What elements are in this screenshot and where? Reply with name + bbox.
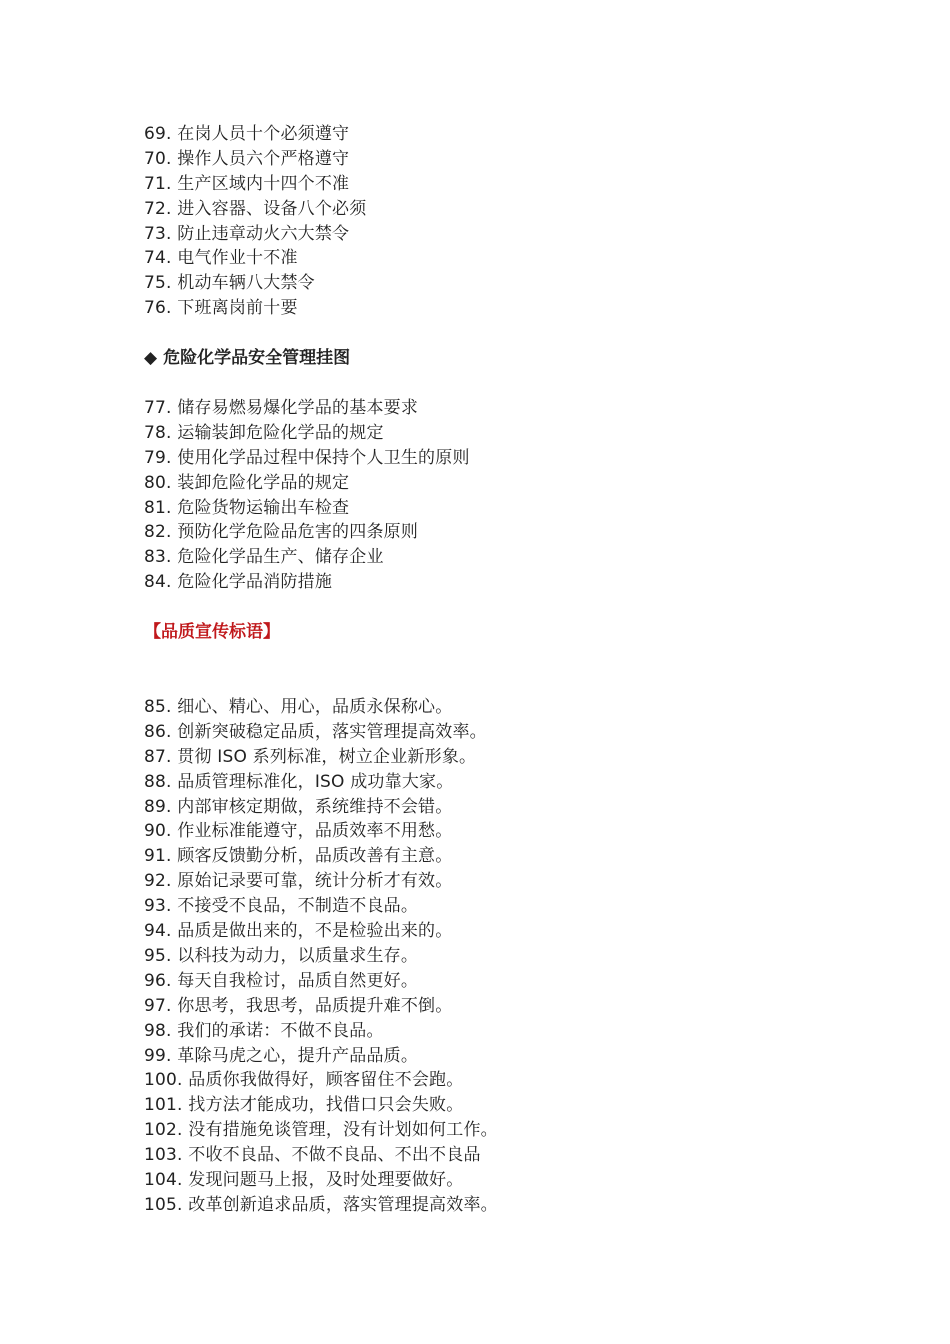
list-item: 73. 防止违章动火六大禁令 [144, 223, 350, 244]
list-item: 76. 下班离岗前十要 [144, 298, 298, 319]
list-hazchem [144, 396, 864, 595]
list-item: 94. 品质是做出来的，不是检验出来的。 [144, 921, 453, 942]
list-item: 98. 我们的承诺：不做不良品。 [144, 1020, 384, 1041]
section-heading-hazchem [144, 346, 864, 371]
list-item: 72. 进入容器、设备八个必须 [144, 198, 367, 219]
list-item: 78. 运输装卸危险化学品的规定 [144, 422, 384, 443]
list-item: 75. 机动车辆八大禁令 [144, 273, 315, 294]
list-item: 84. 危险化学品消防措施 [144, 572, 333, 593]
list-item: 100. 品质你我做得好，顾客留住不会跑。 [144, 1070, 464, 1091]
list-item: 87. 贯彻 ISO 系列标准，树立企业新形象。 [144, 746, 477, 767]
section-heading-text: 危险化学品安全管理挂图 [163, 348, 351, 369]
list-item: 95. 以科技为动力，以质量求生存。 [144, 945, 419, 966]
list-item: 79. 使用化学品过程中保持个人卫生的原则 [144, 447, 470, 468]
list-item: 105. 改革创新追求品质，落实管理提高效率。 [144, 1194, 498, 1215]
document-page [144, 122, 864, 1218]
list-item: 102. 没有措施免谈管理，没有计划如何工作。 [144, 1120, 498, 1141]
list-item: 74. 电气作业十不准 [144, 248, 298, 269]
list-item: 83. 危险化学品生产、储存企业 [144, 547, 384, 568]
list-item: 90. 作业标准能遵守，品质效率不用愁。 [144, 821, 453, 842]
section-heading-quality-slogans: 【品质宣传标语】 [144, 622, 280, 643]
list-item: 85. 细心、精心、用心，品质永保称心。 [144, 697, 453, 718]
list-item: 92. 原始记录要可靠，统计分析才有效。 [144, 871, 453, 892]
list-item: 101. 找方法才能成功，找借口只会失败。 [144, 1095, 464, 1116]
list-item: 104. 发现问题马上报，及时处理要做好。 [144, 1169, 464, 1190]
list-item: 82. 预防化学危险品危害的四条原则 [144, 522, 419, 543]
list-item: 86. 创新突破稳定品质，落实管理提高效率。 [144, 721, 487, 742]
diamond-bullet-icon: ◆ [144, 348, 158, 369]
list-safety-rules [144, 122, 864, 321]
list-item: 97. 你思考，我思考，品质提升难不倒。 [144, 995, 453, 1016]
list-item: 70. 操作人员六个严格遵守 [144, 148, 350, 169]
list-item: 77. 储存易燃易爆化学品的基本要求 [144, 398, 419, 419]
list-item: 93. 不接受不良品，不制造不良品。 [144, 896, 419, 917]
list-item: 69. 在岗人员十个必须遵守 [144, 124, 350, 144]
list-item: 99. 革除马虎之心，提升产品品质。 [144, 1045, 419, 1066]
list-item: 81. 危险货物运输出车检查 [144, 497, 350, 518]
list-quality-slogans [144, 695, 864, 1218]
list-item: 96. 每天自我检讨，品质自然更好。 [144, 970, 419, 991]
list-item: 80. 装卸危险化学品的规定 [144, 472, 350, 493]
list-item: 91. 顾客反馈勤分析，品质改善有主意。 [144, 846, 453, 867]
list-item: 103. 不收不良品、不做不良品、不出不良品 [144, 1145, 481, 1166]
list-item: 89. 内部审核定期做，系统维持不会错。 [144, 796, 453, 817]
list-item: 88. 品质管理标准化，ISO 成功靠大家。 [144, 771, 454, 792]
list-item: 71. 生产区域内十四个不准 [144, 173, 350, 194]
